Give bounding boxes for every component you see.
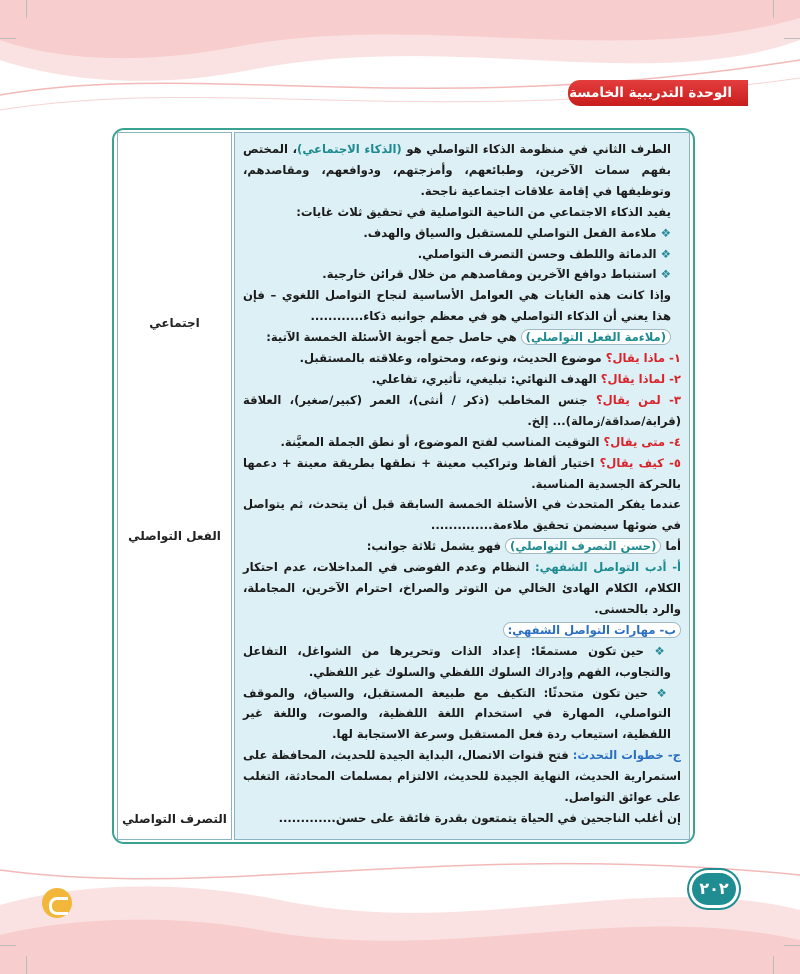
paragraph: أما (حسن التصرف التواصلي) فهو يشمل ثلاثة جوانب: (366, 539, 681, 554)
sub-point: ج- خطوات التحدث: فتح قنوات الاتصال، البداية الجيدة للحديث، المحافظة على استمرارية الحديث، النهاية الجيدة للحديث، الالتزام بمسلمات المحادثة، التغلب على عوائق التواصل. (243, 748, 681, 805)
top-decorative-waves (0, 0, 800, 130)
question-item: ٣- لمن يقال؟ جنس المخاطب (ذكر / أنثى)، العمر (كبير/صغير)، العلاقة (قرابة/صداقة/زمالة)... إلخ. (243, 392, 681, 428)
bullet-icon: ❖ (654, 643, 671, 658)
side-label-communicative-conduct: التصرف التواصلي (122, 812, 227, 826)
bottom-decorative-waves (0, 830, 800, 974)
bullet-icon: ❖ (660, 225, 671, 240)
side-label-communicative-act: الفعل التواصلي (128, 529, 221, 543)
bullet-item: ❖ استنباط دوافع الآخرين ومقاصدهم من خلال قرائن خارجية. (322, 267, 671, 282)
crop-mark (773, 956, 774, 974)
paragraph: إن أغلب الناجحين في الحياة يتمتعون بقدرة فائقة على حسن............. (278, 811, 681, 825)
page-number-badge: ٢٠٢ (692, 873, 736, 905)
crop-mark (0, 945, 16, 946)
paragraph: الطرف الثاني في منظومة الذكاء التواصلي هو (الذكاء الاجتماعي)، المختص بفهم سمات الآخرين، وطبائعهم، وأمزجتهم، ودوافعهم، ومقاصدهم، وتوظيفها في إقامة علاقات اجتماعية ناجحة. (243, 142, 672, 198)
bullet-item: ❖ ملاءمة الفعل التواصلي للمستقبل والسياق والهدف. (363, 225, 671, 240)
crop-mark (0, 38, 16, 39)
crop-mark (773, 0, 774, 18)
bullet-icon: ❖ (660, 246, 671, 261)
question-item: ١- ماذا يقال؟ موضوع الحديث، ونوعه، ومحتواه، وعلاقته بالمستقبل. (299, 351, 681, 366)
bullet-item: ❖ حين تكون متحدثًا: التكيف مع طبيعة المستقبل، والسياق، والموقف التواصلي، المهارة في استخدام اللغة اللفظية، والصوت، واللغة غير اللفظية، استيعاب ردة فعل المستقبل وسرعة الاستجابة لها. (243, 685, 671, 742)
sub-point: ب- مهارات التواصل الشفهي: (243, 620, 681, 641)
highlight-term: (حسن التصرف التواصلي) (505, 538, 661, 554)
bullet-icon: ❖ (656, 685, 671, 700)
question-item: ٢- لماذا يقال؟ الهدف النهائي: تبليغي، تأثيري، تفاعلي. (371, 371, 681, 386)
bullet-item: ❖ حين تكون مستمعًا: إعداد الذات وتحريرها من الشواغل، التفاعل والتجاوب، الفهم وإدراك السلوك اللفظي والسلوك غير اللفظي. (243, 643, 671, 679)
paragraph: عندما يفكر المتحدث في الأسئلة الخمسة السابقة قبل أن يتحدث، ثم يتواصل في ضوئها سيضمن تحقيق ملاءمة.............. (243, 497, 681, 533)
side-column (117, 132, 232, 840)
highlight-term: (ملاءمة الفعل التواصلي) (521, 329, 671, 345)
question-item: ٥- كيف يقال؟ اختيار ألفاظ وتراكيب معينة + نطقها بطريقة معينة + دعمها بالحركة الجسدية المناسبة. (243, 455, 681, 491)
sub-point: أ- أدب التواصل الشفهي: النظام وعدم الفوضى في المداخلات، عدم احتكار الكلام، الكلام الهادئ الخالي من التوتر والصراخ، احترام الآخرين، المجاملة، والرد بالحسنى. (243, 560, 681, 616)
highlight-term: (الذكاء الاجتماعي) (297, 142, 402, 156)
paragraph: وإذا كانت هذه الغايات هي العوامل الأساسية لنجاح التواصل اللغوي – فإن هذا يعني أن الذكاء التواصلي هو في معظم جوانبه ذكاء............ (243, 288, 671, 324)
bullet-icon: ❖ (660, 267, 671, 282)
paragraph: يفيد الذكاء الاجتماعي من الناحية التواصلية في تحقيق ثلاث غايات: (296, 204, 671, 219)
crop-mark (26, 0, 27, 18)
publisher-logo-icon (42, 888, 72, 918)
side-label-social: اجتماعي (149, 316, 200, 330)
crop-mark (26, 956, 27, 974)
question-item: ٤- متى يقال؟ التوقيت المناسب لفتح الموضوع، أو نطق الجملة المعيَّنة. (280, 434, 681, 449)
bullet-item: ❖ الدماثة واللطف وحسن التصرف التواصلي. (417, 246, 671, 261)
crop-mark (784, 38, 800, 39)
crop-mark (784, 945, 800, 946)
main-text-cell (234, 132, 690, 840)
unit-title-banner: الوحدة التدريبية الخامسة (568, 80, 748, 106)
paragraph: (ملاءمة الفعل التواصلي) هي حاصل جمع أجوبة الأسئلة الخمسة الآتية: (243, 327, 681, 348)
